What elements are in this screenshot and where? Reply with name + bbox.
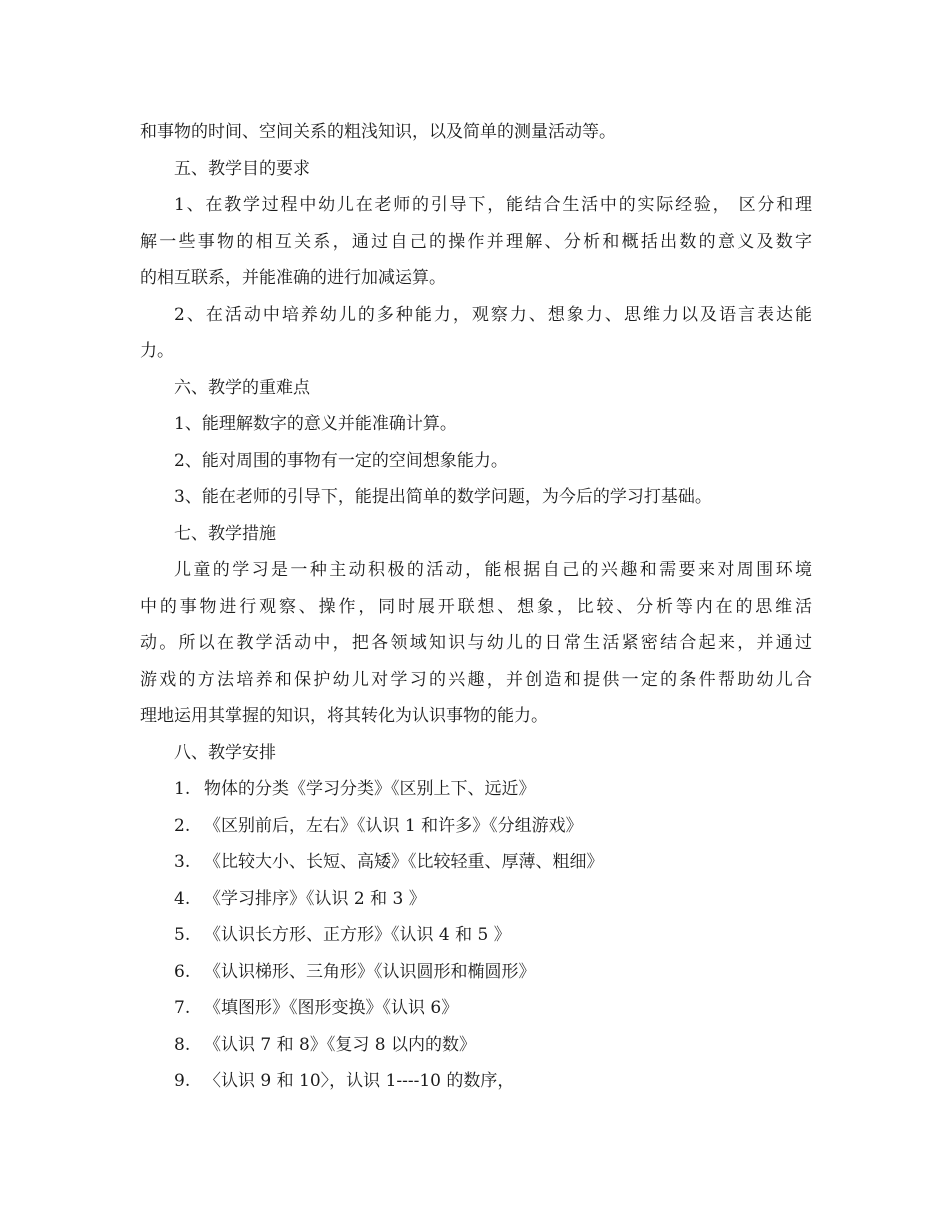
section-heading-goals: 五、教学目的要求 (174, 158, 310, 179)
key-point-item: 3、能在老师的引导下，能提出简单的数学问题，为今后的学习打基础。 (174, 487, 712, 507)
schedule-item-number: 4. (174, 888, 191, 909)
schedule-item-number: 8. (174, 1034, 191, 1055)
section-heading-measures: 七、教学措施 (174, 523, 276, 544)
schedule-item-number: 1. (174, 779, 191, 799)
schedule-item (140, 917, 812, 954)
schedule-item-number: 3. (174, 852, 191, 872)
goal-1-line-2: 解一些事物的相互关系，通过自己的操作并理解、分析和概括出数的意义及数字 (140, 231, 812, 252)
key-point-item: 2、能对周围的事物有一定的空间想象能力。 (174, 450, 508, 471)
section-heading-schedule: 八、教学安排 (174, 742, 276, 763)
goal-1-line-3: 的相互联系，并能准确的进行加减运算。 (140, 268, 446, 288)
schedule-item-number: 6. (174, 961, 191, 982)
schedule-item-text: 《认识长方形、正方形》《认识 4 和 5 》 (204, 925, 511, 945)
schedule-item-text: 《比较大小、长短、高矮》《比较轻重、厚薄、粗细》 (204, 852, 604, 872)
paragraph-continuation: 和事物的时间、空间关系的粗浅知识，以及简单的测量活动等。 (140, 122, 616, 142)
schedule-item-number: 2. (174, 815, 191, 836)
schedule-item-text: 《填图形》《图形变换》《认识 6》 (204, 998, 459, 1018)
schedule-item-text: 《认识梯形、三角形》《认识圆形和椭圆形》 (204, 961, 536, 982)
schedule-item-number: 9. (174, 1071, 191, 1091)
schedule-item (140, 1063, 812, 1100)
document-body (140, 114, 812, 1100)
schedule-item (140, 881, 812, 918)
measures-line-1: 儿童的学习是一种主动积极的活动，能根据自己的兴趣和需要来对周围环境 (174, 560, 812, 580)
schedule-item (140, 1027, 812, 1064)
schedule-item (140, 844, 812, 881)
measures-line-5: 理地运用其掌握的知识，将其转化为认识事物的能力。 (140, 706, 548, 726)
schedule-item-number: 7. (174, 998, 191, 1018)
goal-2-line-1: 2、在活动中培养幼儿的多种能力，观察力、想象力、思维力以及语言表达能 (174, 304, 812, 325)
measures-line-3: 动。所以在教学活动中，把各领域知识与幼儿的日常生活紧密结合起来，并通过 (140, 633, 812, 653)
schedule-item-text: 《学习排序》《认识 2 和 3 》 (204, 888, 426, 909)
goal-1-line-1: 1、在教学过程中幼儿在老师的引导下，能结合生活中的实际经验， 区分和理 (174, 195, 812, 215)
goal-2-line-2: 力。 (140, 341, 174, 361)
schedule-item-number: 5. (174, 925, 191, 945)
measures-line-4: 游戏的方法培养和保护幼儿对学习的兴趣，并创造和提供一定的条件帮助幼儿合 (140, 669, 812, 690)
schedule-item (140, 771, 812, 808)
schedule-item-text: 《区别前后，左右》《认识 1 和许多》《分组游戏》 (204, 815, 583, 836)
schedule-item-text: 《认识 7 和 8》《复习 8 以内的数》 (204, 1034, 476, 1055)
key-point-item: 1、能理解数字的意义并能准确计算。 (174, 414, 457, 434)
schedule-item (140, 990, 812, 1027)
schedule-item (140, 808, 812, 845)
measures-line-2: 中的事物进行观察、操作，同时展开联想、想象，比较、分析等内在的思维活 (140, 596, 812, 617)
section-heading-key-points: 六、教学的重难点 (174, 377, 310, 398)
schedule-item-text: 〈认识 9 和 10〉，认识 1----10 的数序， (204, 1071, 515, 1091)
schedule-item (140, 954, 812, 991)
schedule-item-text: 物体的分类《学习分类》《区别上下、远近》 (204, 779, 536, 799)
